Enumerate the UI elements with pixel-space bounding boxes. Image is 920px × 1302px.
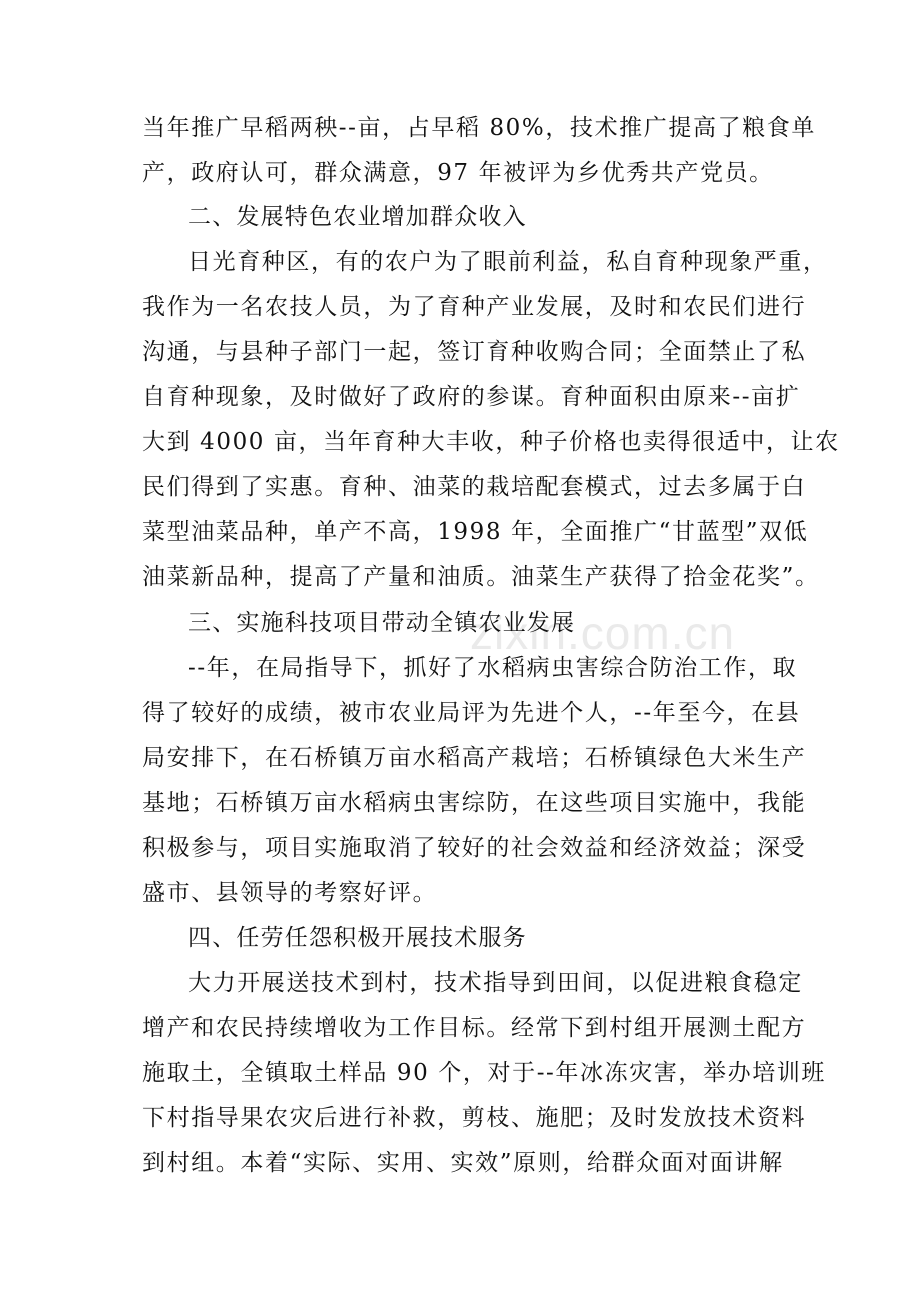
body-line: 大力开展送技术到村，技术指导到田间，以促进粮食稳定	[188, 970, 803, 996]
body-line: --年，在局指导下，抓好了水稻病虫害综合防治工作，取	[188, 655, 798, 681]
body-line: 积极参与，项目实施取消了较好的社会效益和经济效益；深受	[142, 835, 807, 861]
body-line: 局安排下，在石桥镇万亩水稻高产栽培；石桥镇绿色大米生产	[142, 745, 807, 771]
body-line: 施取土，全镇取土样品 90 个，对于--年冰冻灾害，举办培训班	[142, 1060, 827, 1086]
section-heading: 三、实施科技项目带动全镇农业发展	[188, 610, 576, 636]
body-line: 自育种现象，及时做好了政府的参谋。育种面积由原来--亩扩	[142, 384, 801, 410]
body-line: 日光育种区，有的农户为了眼前利益，私自育种现象严重，	[188, 249, 828, 275]
body-line: 产，政府认可，群众满意，97 年被评为乡优秀共产党员。	[142, 160, 774, 186]
body-line: 大到 4000 亩，当年育种大丰收，种子价格也卖得很适中，让农	[142, 429, 840, 455]
body-line: 我作为一名农技人员，为了育种产业发展，及时和农民们进行	[142, 294, 807, 320]
section-heading: 四、任劳任怨积极开展技术服务	[188, 925, 527, 951]
body-line: 下村指导果农灾后进行补救，剪枝、施肥；及时发放技术资料	[142, 1105, 807, 1131]
body-line: 盛市、县领导的考察好评。	[142, 880, 438, 906]
body-line: 当年推广早稻两秧--亩，占早稻 80%，技术推广提高了粮食单	[142, 115, 816, 141]
body-line: 民们得到了实惠。育种、油菜的栽培配套模式，过去多属于白	[142, 474, 807, 500]
body-line: 沟通，与县种子部门一起，签订育种收购合同；全面禁止了私	[142, 339, 807, 365]
body-line: 菜型油菜品种，单产不高，1998 年，全面推广“甘蓝型”双低	[142, 519, 809, 545]
body-line: 油菜新品种，提高了产量和油质。油菜生产获得了拾金花奖”。	[142, 564, 820, 590]
watermark-text: zixin.com.cn	[470, 607, 736, 659]
body-line: 基地；石桥镇万亩水稻病虫害综防，在这些项目实施中，我能	[142, 790, 807, 816]
body-line: 增产和农民持续增收为工作目标。经常下到村组开展测土配方	[142, 1015, 807, 1041]
section-heading: 二、发展特色农业增加群众收入	[188, 204, 527, 230]
body-line: 得了较好的成绩，被市农业局评为先进个人，--年至今，在县	[142, 700, 801, 726]
body-line: 到村组。本着“实际、实用、实效”原则，给群众面对面讲解	[142, 1150, 784, 1176]
